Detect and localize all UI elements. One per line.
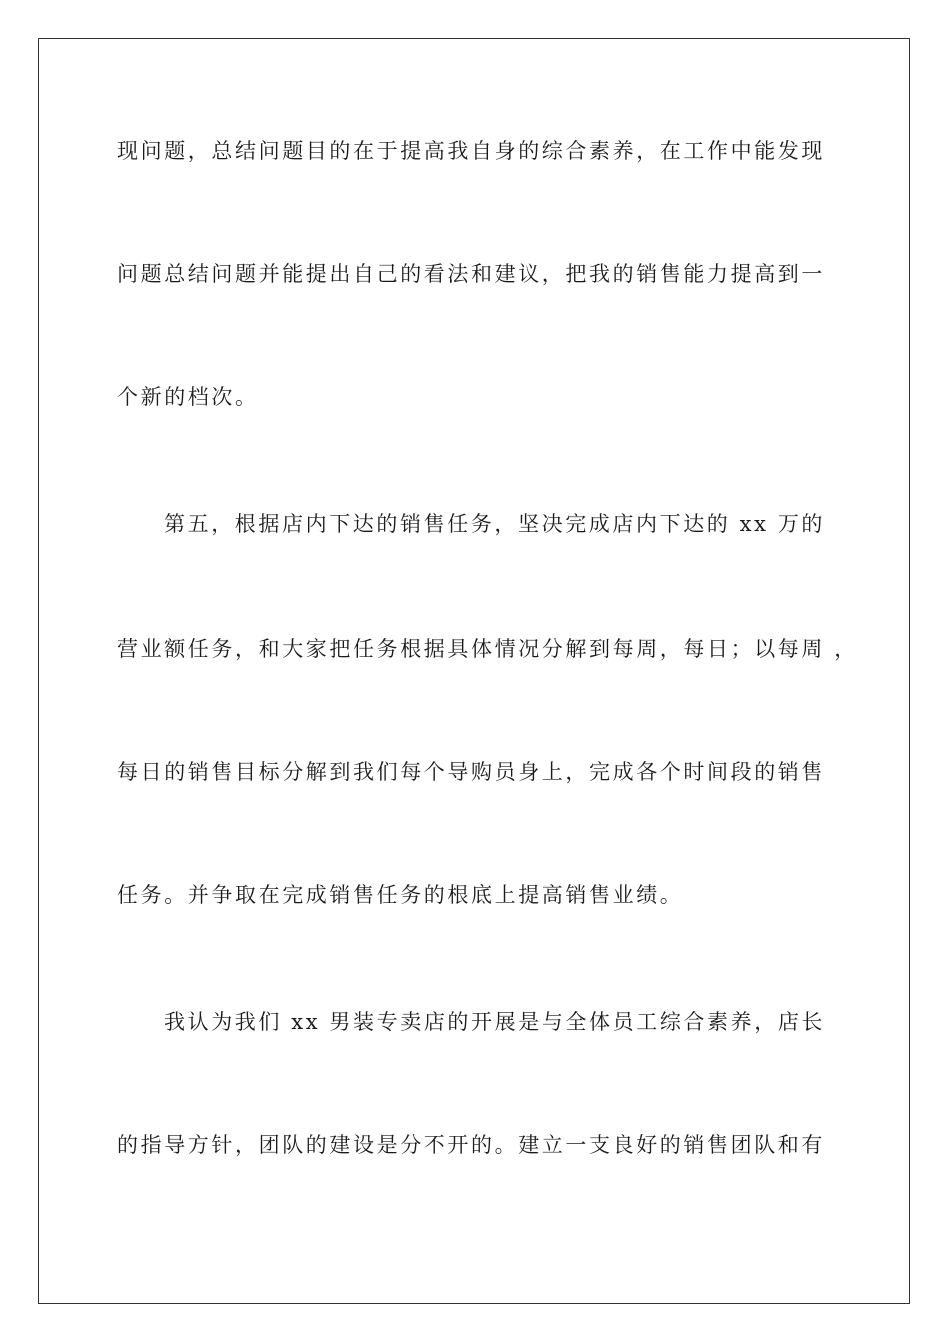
text-line: 现问题，总结问题目的在于提高我自身的综合素养，在工作中能发现 xyxy=(117,139,825,163)
text-line: 任务。并争取在完成销售任务的根底上提高销售业绩。 xyxy=(117,883,684,907)
text-line: 营业额任务，和大家把任务根据具体情况分解到每周，每日；以每周 ， xyxy=(117,637,858,661)
text-line: 问题总结问题并能提出自己的看法和建议，把我的销售能力提高到一 xyxy=(117,262,825,286)
page-border xyxy=(38,38,910,1304)
paragraph-start-line: 我认为我们 xx 男装专卖店的开展是与全体员工综合素养，店长 xyxy=(164,1010,826,1034)
text-line: 的指导方针，团队的建设是分不开的。建立一支良好的销售团队和有 xyxy=(117,1133,825,1157)
text-line: 个新的档次。 xyxy=(117,385,259,409)
text-line: 每日的销售目标分解到我们每个导购员身上，完成各个时间段的销售 xyxy=(117,760,825,784)
paragraph-start-line: 第五，根据店内下达的销售任务，坚决完成店内下达的 xx 万的 xyxy=(164,512,826,536)
